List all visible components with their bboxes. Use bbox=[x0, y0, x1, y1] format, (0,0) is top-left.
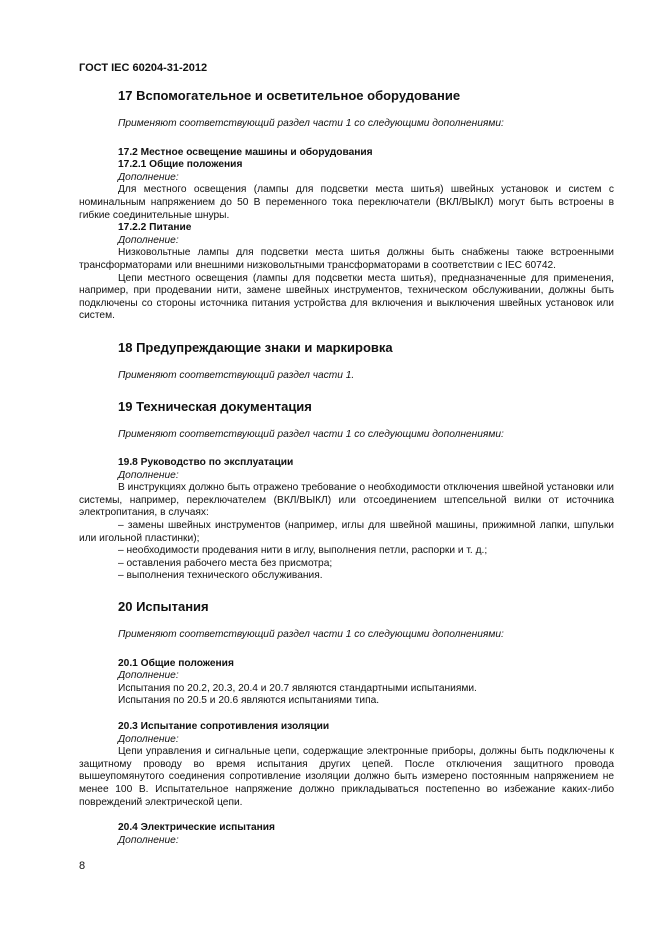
page-content bbox=[79, 88, 614, 847]
section-18-heading: 18 Предупреждающие знаки и маркировка bbox=[118, 339, 393, 355]
list-item: – замены швейных инструментов (например, иглы для швейной машины, прижимной лапки, шпульки или игольной пластинки); bbox=[79, 520, 614, 544]
subsection-20-1: 20.1 Общие положения bbox=[118, 657, 234, 669]
paragraph: Испытания по 20.2, 20.3, 20.4 и 20.7 являются стандартными испытаниями. bbox=[118, 682, 477, 694]
section-20-note: Применяют соответствующий раздел части 1 со следующими дополнениями: bbox=[118, 629, 504, 641]
paragraph: Испытания по 20.5 и 20.6 являются испытаниями типа. bbox=[118, 695, 380, 707]
page-number: 8 bbox=[79, 860, 86, 872]
list-item: – выполнения технического обслуживания. bbox=[118, 570, 323, 582]
section-17-heading: 17 Вспомогательное и осветительное оборудование bbox=[118, 88, 461, 103]
addition-label: Дополнение: bbox=[118, 469, 179, 481]
section-19-heading: 19 Техническая документация bbox=[118, 398, 312, 414]
addition-label: Дополнение: bbox=[118, 733, 179, 745]
addition-label: Дополнение: bbox=[118, 834, 179, 846]
paragraph: Низковольтные лампы для подсветки места шитья должны быть снабжены также встроенными трансформаторами или внешними низковольтными трансформаторами в соответствии с IEC 60742. bbox=[79, 247, 614, 271]
subsection-17-2-1: 17.2.1 Общие положения bbox=[118, 159, 243, 171]
addition-label: Дополнение: bbox=[118, 171, 179, 183]
addition-label: Дополнение: bbox=[118, 670, 179, 682]
paragraph: Цепи управления и сигнальные цепи, содержащие электронные приборы, должны быть подключены к защитному проводу во время испытания других цепей. После отключения защитного провода вышеупомянутого соединения сопротивление изоляции должно быть измерено постоянным напряжением не менее 100 В. Испытательное напряжение должно прикладываться постепенно во избежание каких-либо повреждений электрической цепи. bbox=[79, 746, 614, 808]
section-20-heading: 20 Испытания bbox=[118, 599, 209, 615]
document-header: ГОСТ IEC 60204-31-2012 bbox=[79, 62, 208, 74]
paragraph: Для местного освещения (лампы для подсветки места шитья) швейных установок и систем с номинальным напряжением до 50 В переменного тока переключатели (ВКЛ/ВЫКЛ) могут быть встроены в гибкие соединительные шнуры. bbox=[79, 184, 614, 221]
subsection-20-3: 20.3 Испытание сопротивления изоляции bbox=[118, 721, 330, 732]
section-19-note: Применяют соответствующий раздел части 1 со следующими дополнениями: bbox=[118, 428, 504, 440]
subsection-20-4: 20.4 Электрические испытания bbox=[118, 822, 275, 834]
subsection-17-2-2: 17.2.2 Питание bbox=[118, 222, 192, 234]
list-item: – необходимости продевания нити в иглу, выполнения петли, распорки и т. д.; bbox=[118, 545, 488, 557]
section-17-note: Применяют соответствующий раздел части 1 со следующими дополнениями: bbox=[118, 118, 504, 129]
subsection-19-8: 19.8 Руководство по эксплуатации bbox=[118, 457, 294, 469]
list-item: – оставления рабочего места без присмотра; bbox=[118, 557, 333, 569]
addition-label: Дополнение: bbox=[118, 234, 179, 246]
subsection-17-2: 17.2 Местное освещение машины и оборудования bbox=[118, 146, 373, 158]
paragraph: В инструкциях должно быть отражено требование о необходимости отключения швейной установки или системы, например, переключателем (ВКЛ/ВЫКЛ) или отсоединением штепсельной вилки от источника электропитания, в случаях: bbox=[79, 482, 614, 519]
section-18-note: Применяют соответствующий раздел части 1. bbox=[118, 369, 355, 381]
paragraph: Цепи местного освещения (лампы для подсветки места шитья), предназначенные для применения, например, при продевании нити, замене швейных инструментов, техническом обслуживании, должны быть подключены со стороны источника питания устройства для включения и выключения швейных установок или систем. bbox=[79, 272, 614, 322]
